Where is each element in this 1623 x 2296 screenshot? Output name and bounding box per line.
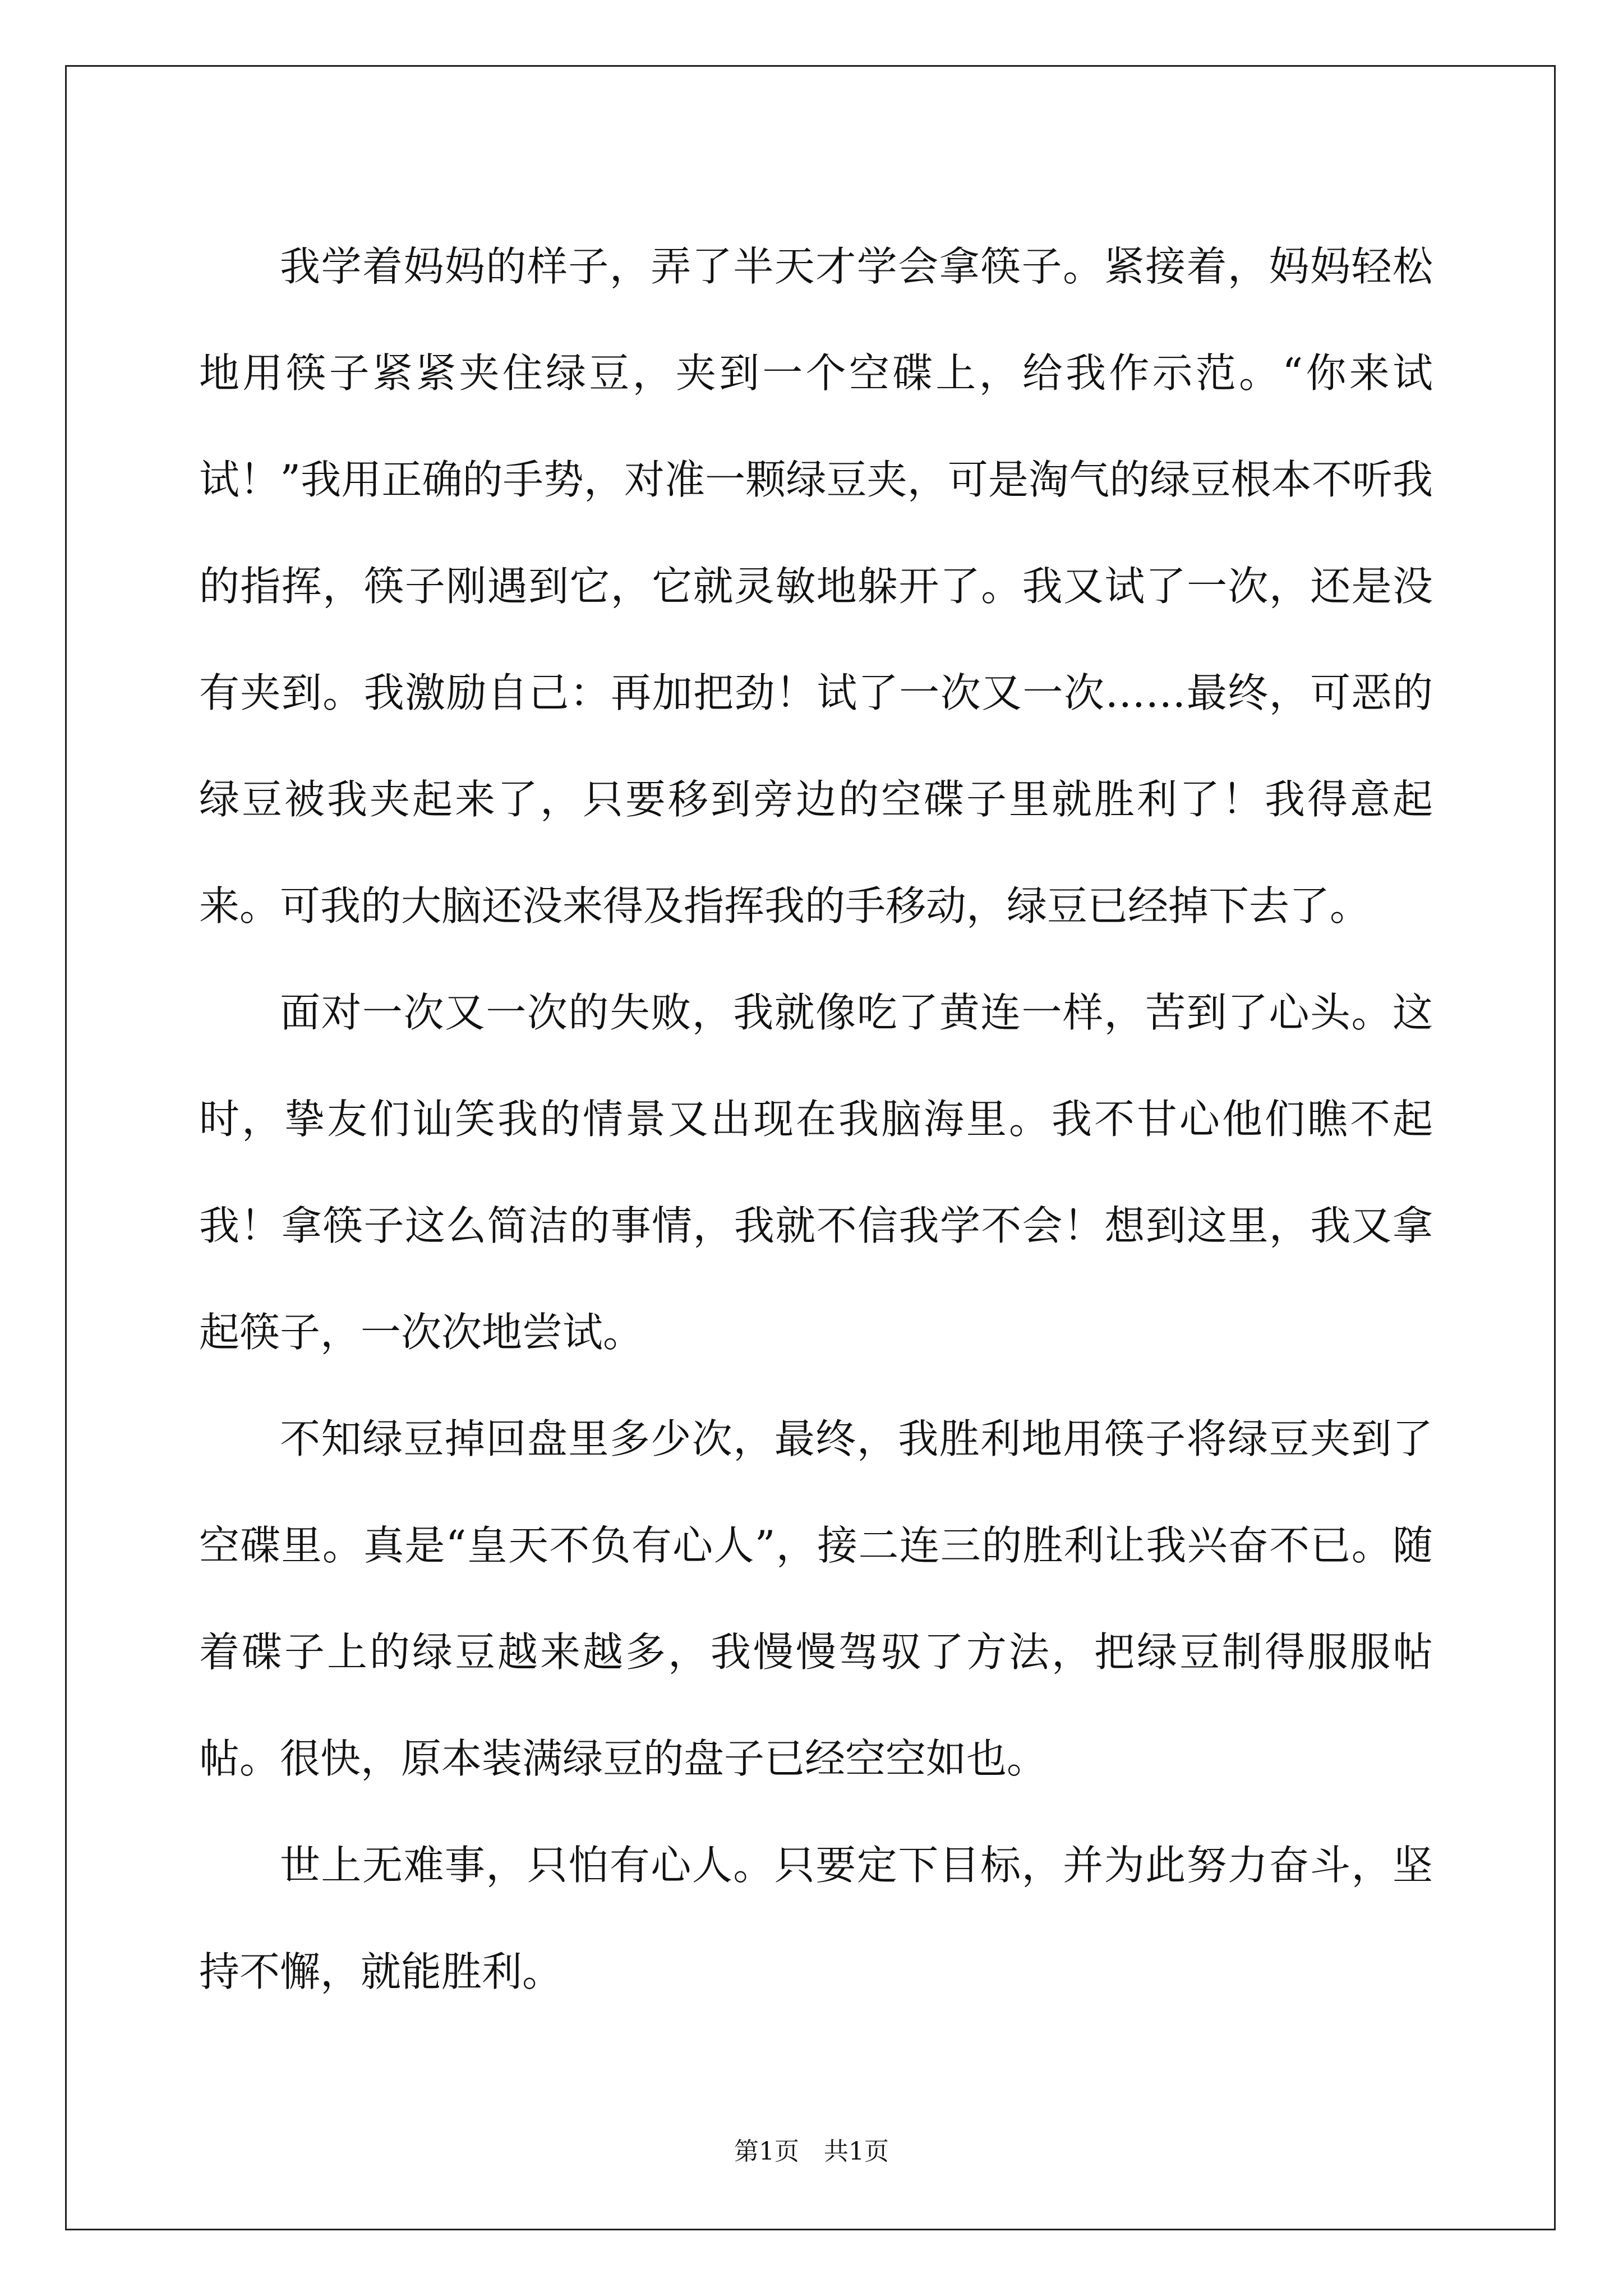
page-number-footer: 第1页 共1页 bbox=[734, 2137, 889, 2166]
document-body bbox=[199, 213, 1433, 2025]
paragraph-1: 我学着妈妈的样子，弄了半天才学会拿筷子。紧接着，妈妈轻松地用筷子紧紧夹住绿豆，夹到一个空碟上，给我作示范。“你来试试！”我用正确的手势，对准一颗绿豆夹，可是淘气的绿豆根本不听我的指挥，筷子刚遇到它，它就灵敏地躲开了。我又试了一次，还是没有夹到。我激励自己：再加把劲！试了一次又一次……最终，可恶的绿豆被我夹起来了，只要移到旁边的空碟子里就胜利了！我得意起来。可我的大脑还没来得及指挥我的手移动，绿豆已经掉下去了。 bbox=[199, 243, 1433, 930]
paragraph-2: 面对一次又一次的失败，我就像吃了黄连一样，苦到了心头。这时，挚友们讪笑我的情景又出现在我脑海里。我不甘心他们瞧不起我！拿筷子这么简洁的事情，我就不信我学不会！想到这里，我又拿起筷子，一次次地尝试。 bbox=[199, 989, 1433, 1356]
paragraph-3: 不知绿豆掉回盘里多少次，最终，我胜利地用筷子将绿豆夹到了空碟里。真是“皇天不负有心人”，接二连三的胜利让我兴奋不已。随着碟子上的绿豆越来越多，我慢慢驾驭了方法，把绿豆制得服服帖帖。很快，原本装满绿豆的盘子已经空空如也。 bbox=[199, 1415, 1433, 1782]
paragraph-4: 世上无难事，只怕有心人。只要定下目标，并为此努力奋斗，坚持不懈，就能胜利。 bbox=[199, 1842, 1433, 1995]
